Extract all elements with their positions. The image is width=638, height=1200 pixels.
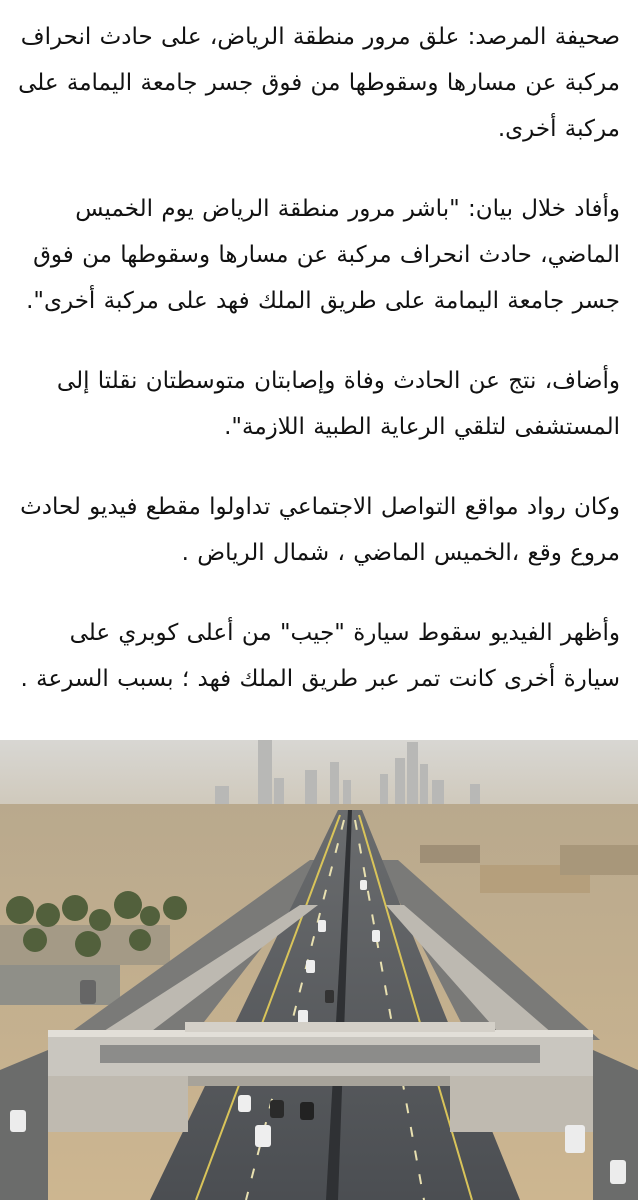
article-paragraph-1: صحيفة المرصد: علق مرور منطقة الرياض، على حادث انحراف مركبة عن مسارها وسقوطها من فوق جسر جامعة اليمامة على مركبة أخرى. xyxy=(18,24,620,142)
article-paragraph-4: وكان رواد مواقع التواصل الاجتماعي تداولوا مقطع فيديو لحادث مروع وقع ،الخميس الماضي ، شمال الرياض . xyxy=(20,494,620,566)
article-paragraph-2: وأفاد خلال بيان: "باشر مرور منطقة الرياض يوم الخميس الماضي، حادث انحراف مركبة عن مسارها وسقوطها من فوق جسر جامعة اليمامة على طريق الملك فهد على مركبة أخرى". xyxy=(26,196,620,314)
bridge-pier-left xyxy=(48,1076,188,1132)
article-paragraph-5: وأظهر الفيديو سقوط سيارة "جيب" من أعلى كوبري على سيارة أخرى كانت تمر عبر طريق الملك فهد ؛ بسبب السرعة . xyxy=(20,620,620,692)
bridge-pier-right xyxy=(450,1076,593,1132)
article-paragraph-3: وأضاف، نتج عن الحادث وفاة وإصابتان متوسطتان نقلتا إلى المستشفى لتلقي الرعاية الطبية اللازمة". xyxy=(56,368,620,440)
article-body xyxy=(18,14,620,736)
highway-bridge-photo xyxy=(0,740,638,1200)
sky xyxy=(0,740,638,810)
article-photo xyxy=(0,740,638,1200)
